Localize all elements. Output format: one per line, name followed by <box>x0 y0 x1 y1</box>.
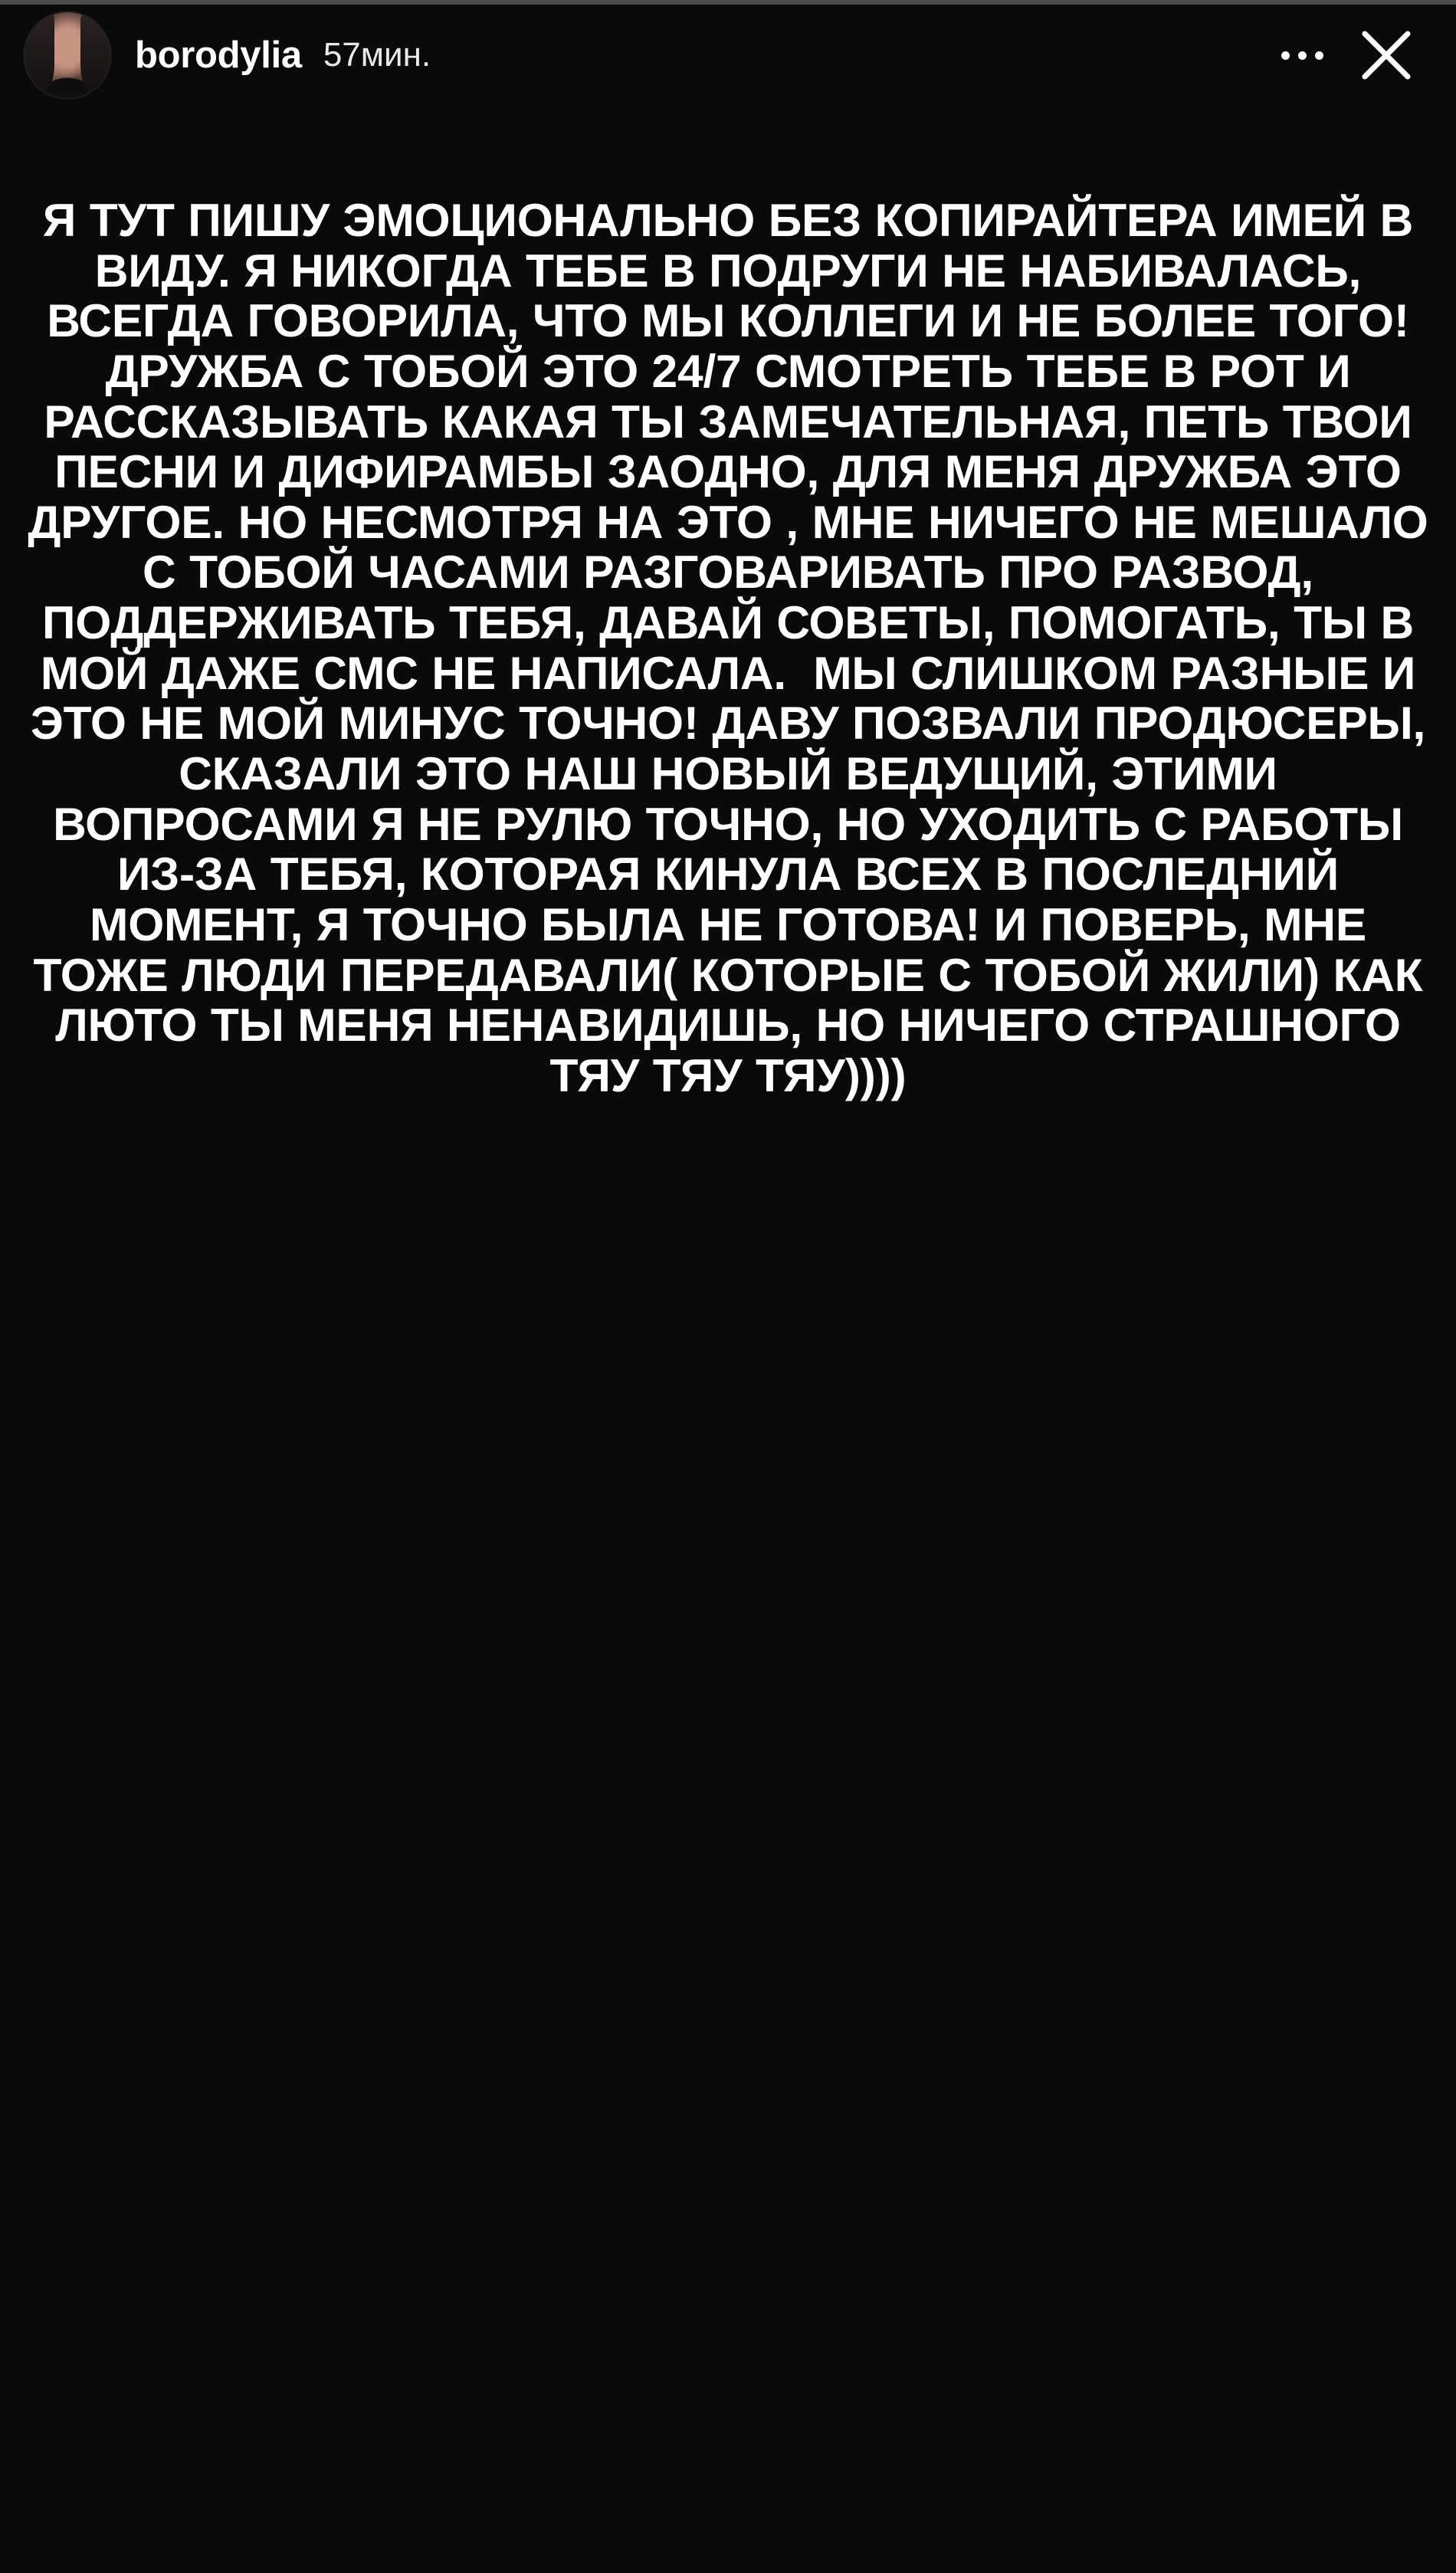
timestamp: 57мин. <box>323 36 431 74</box>
close-icon[interactable] <box>1344 13 1428 97</box>
story-header <box>0 0 1456 100</box>
more-horizontal-icon[interactable] <box>1267 21 1336 90</box>
avatar-hair-left <box>23 14 54 93</box>
more-dots <box>1281 51 1323 60</box>
avatar-image <box>25 12 110 98</box>
dot-2 <box>1298 51 1307 60</box>
story-body <box>0 100 1456 2481</box>
avatar[interactable] <box>23 11 112 100</box>
avatar-hair-right <box>80 14 112 93</box>
username[interactable]: borodylia <box>135 34 302 76</box>
story-footer <box>0 2481 1456 2573</box>
dot-3 <box>1315 51 1323 60</box>
story-text: Я ТУТ ПИШУ ЭМОЦИОНАЛЬНО БЕЗ КОПИРАЙТЕРА ИМЕЙ В ВИДУ. Я НИКОГДА ТЕБЕ В ПОДРУГИ НЕ НАБИВАЛАСЬ, ВСЕГДА ГОВОРИЛА, ЧТО МЫ КОЛЛЕГИ И НЕ БОЛЕЕ ТОГО!ДРУЖБА С ТОБОЙ ЭТО 24/7 СМОТРЕТЬ ТЕБЕ В РОТ И РАССКАЗЫВАТЬ КАКАЯ ТЫ ЗАМЕЧАТЕЛЬНАЯ, ПЕТЬ ТВОИ ПЕСНИ И ДИФИРАМБЫ ЗАОДНО, ДЛЯ МЕНЯ ДРУЖБА ЭТО ДРУГОЕ. НО НЕСМОТРЯ НА ЭТО , МНЕ НИЧЕГО НЕ МЕШАЛО С ТОБОЙ ЧАСАМИ РАЗГОВАРИВАТЬ ПРО РАЗВОД, ПОДДЕРЖИВАТЬ ТЕБЯ, ДАВАЙ СОВЕТЫ, ПОМОГАТЬ, ТЫ В МОЙ ДАЖЕ СМС НЕ НАПИСАЛА. МЫ СЛИШКОМ РАЗНЫЕ И ЭТО НЕ МОЙ МИНУС ТОЧНО! ДАВУ ПОЗВАЛИ ПРОДЮСЕРЫ, СКАЗАЛИ ЭТО НАШ НОВЫЙ ВЕДУЩИЙ, ЭТИМИ ВОПРОСАМИ Я НЕ РУЛЮ ТОЧНО, НО УХОДИТЬ С РАБОТЫ ИЗ-ЗА ТЕБЯ, КОТОРАЯ КИНУЛА ВСЕХ В ПОСЛЕДНИЙ МОМЕНТ, Я ТОЧНО БЫЛА НЕ ГОТОВА! И ПОВЕРЬ, МНЕ ТОЖЕ ЛЮДИ ПЕРЕДАВАЛИ( КОТОРЫЕ С ТОБОЙ ЖИЛИ) КАК ЛЮТО ТЫ МЕНЯ НЕНАВИДИШЬ, НО НИЧЕГО СТРАШНОГО ТЯУ ТЯУ ТЯУ)))) <box>28 194 1442 1101</box>
dot-1 <box>1281 51 1290 60</box>
